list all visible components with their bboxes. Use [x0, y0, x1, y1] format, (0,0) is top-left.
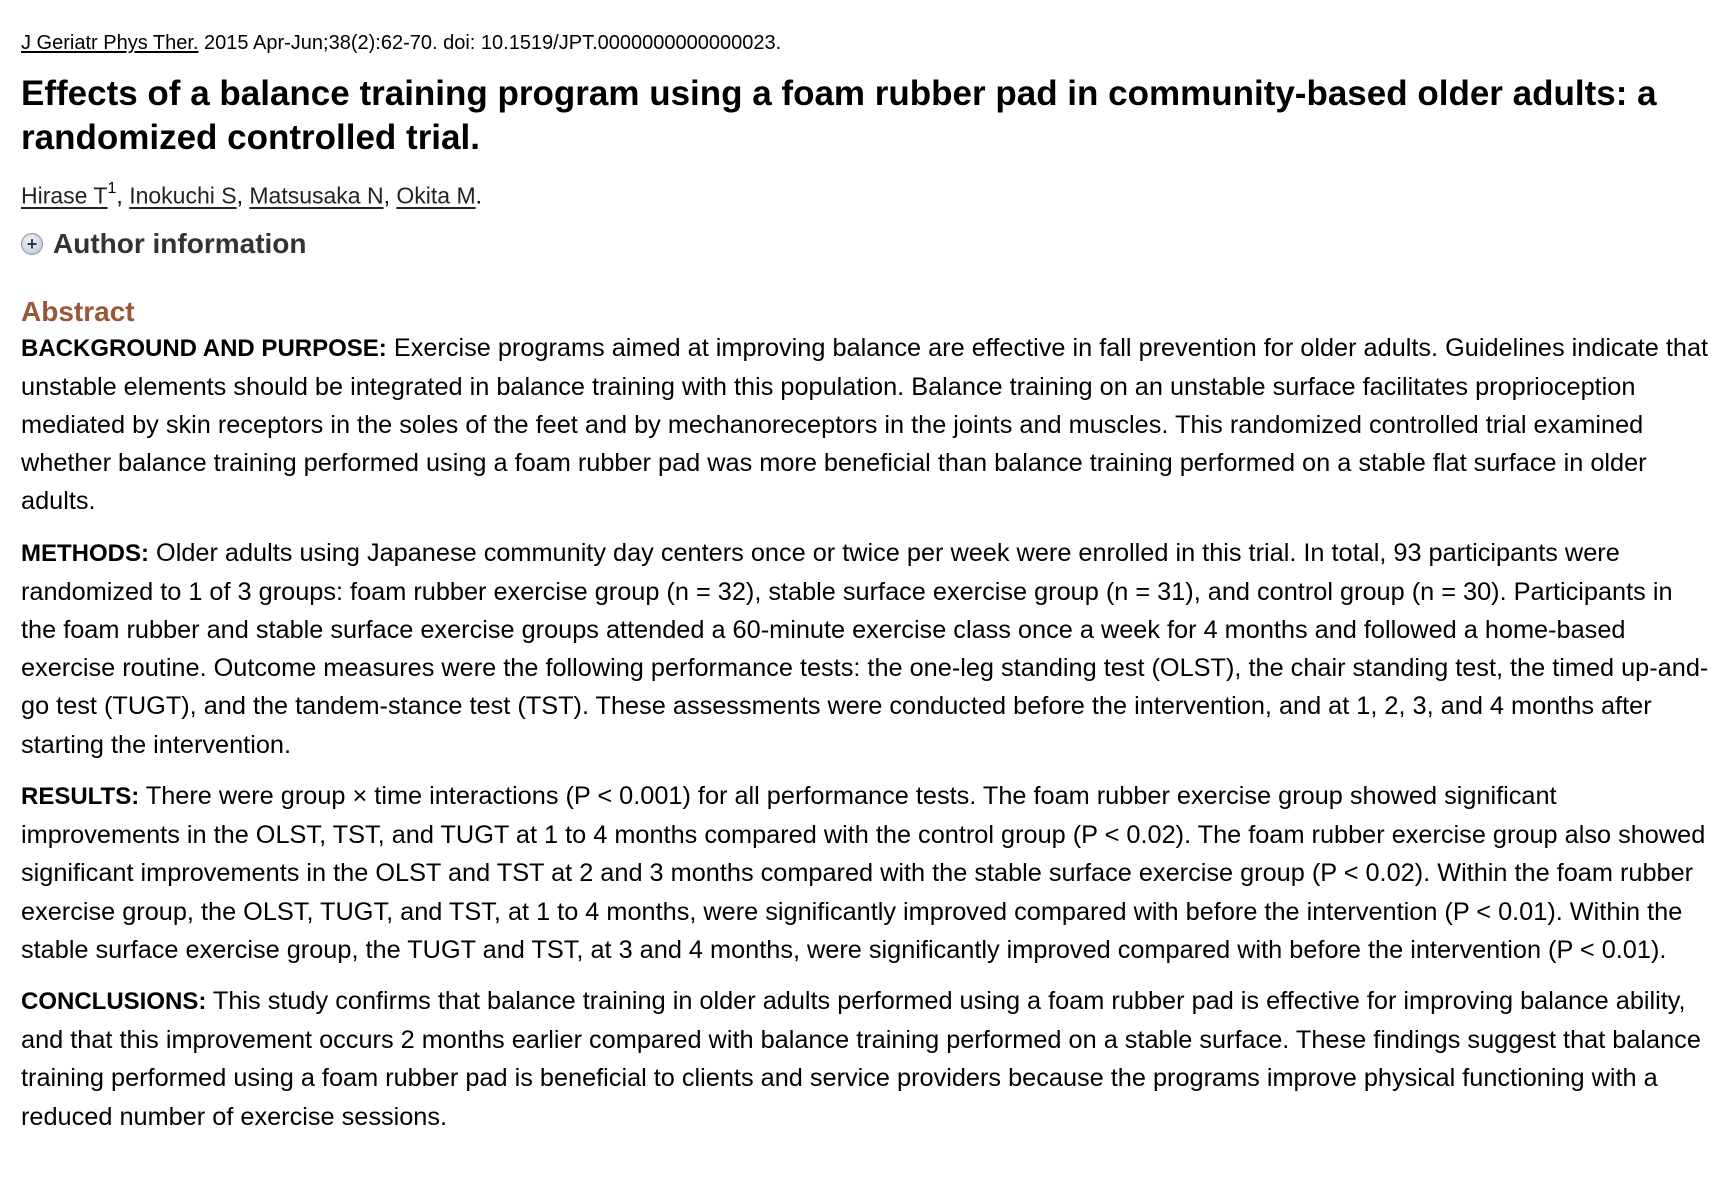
abstract-heading: Abstract	[21, 295, 135, 327]
section-text: Older adults using Japanese community day centers once or twice per week were enrolled in this trial. In total, 93 participants were randomized to 1 of 3 groups: foam rubber exercise group (n = 32), stable surface exercise group (n = 31), and control group (n = 30). Participants in the foam rubber and stable surface exercise groups attended a 60-minute exercise class once a week for 4 months and followed a home-based exercise routine. Outcome measures were the following performance tests: the one-leg standing test (OLST), the chair standing test, the timed up-and-go test (TUGT), and the tandem-stance test (TST). These assessments were conducted before the intervention, and at 1, 2, 3, and 4 months after starting the intervention.	[21, 538, 1709, 759]
author-link[interactable]: Matsusaka N	[249, 182, 384, 209]
affiliation-marker: 1	[107, 180, 117, 197]
citation-line	[21, 28, 1712, 58]
section-label: METHODS:	[21, 539, 149, 567]
section-text: Exercise programs aimed at improving balance are effective in fall prevention for older adults. Guidelines indicate that unstable elements should be integrated in balance training with this population. Balance training on an unstable surface facilitates proprioception mediated by skin receptors in the soles of the feet and by mechanoreceptors in the joints and muscles. This randomized controlled trial examined whether balance training performed using a foam rubber pad was more beneficial than balance training performed on a stable flat surface in older adults.	[21, 333, 1709, 516]
abstract-section-conclusions	[21, 982, 1712, 1136]
section-text: This study confirms that balance training in older adults performed using a foam rubber pad is effective for improving balance ability, and that this improvement occurs 2 months earlier compared with balance training performed on a stable surface. These findings suggest that balance training performed using a foam rubber pad is beneficial to clients and service providers because the programs improve physical functioning with a reduced number of exercise sessions.	[21, 986, 1701, 1131]
section-label: CONCLUSIONS:	[21, 987, 207, 1015]
abstract-section-results	[21, 777, 1712, 969]
author-link[interactable]: Okita M	[396, 182, 476, 209]
author-list: Hirase $T^1$, Inokuchi S, Matsusaka N, Okita M.	[21, 180, 482, 209]
author-information-toggle[interactable]	[21, 226, 1712, 262]
abstract-section-methods	[21, 534, 1712, 764]
section-label: BACKGROUND AND PURPOSE:	[21, 334, 387, 362]
author-link[interactable]: Hirase T	[21, 182, 108, 209]
author-information-label: Author information	[53, 227, 307, 259]
abstract-section-background	[21, 329, 1712, 521]
citation-details: 2015 Apr-Jun;38(2):62-70. doi: 10.1519/JPT.0000000000000023.	[198, 32, 782, 54]
section-text: There were group × time interactions (P < 0.001) for all performance tests. The foam rubber exercise group showed significant improvements in the OLST, TST, and TUGT at 1 to 4 months compared with the control group (P < 0.02). The foam rubber exercise group also showed significant improvements in the OLST and TST at 2 and 3 months compared with the stable surface exercise group (P < 0.02). Within the foam rubber exercise group, the OLST, TUGT, and TST, at 1 to 4 months, were significantly improved compared with before the intervention (P < 0.01). Within the stable surface exercise group, the TUGT and TST, at 3 and 4 months, were significantly improved compared with before the intervention (P < 0.01).	[21, 781, 1706, 964]
author-link[interactable]: Inokuchi S	[129, 182, 237, 209]
section-label: RESULTS:	[21, 782, 140, 810]
article-title: Effects of a balance training program using a foam rubber pad in community-based older adults: a randomized controlled trial.	[21, 74, 1657, 157]
plus-icon: +	[21, 233, 43, 255]
journal-link[interactable]: J Geriatr Phys Ther.	[21, 32, 199, 54]
